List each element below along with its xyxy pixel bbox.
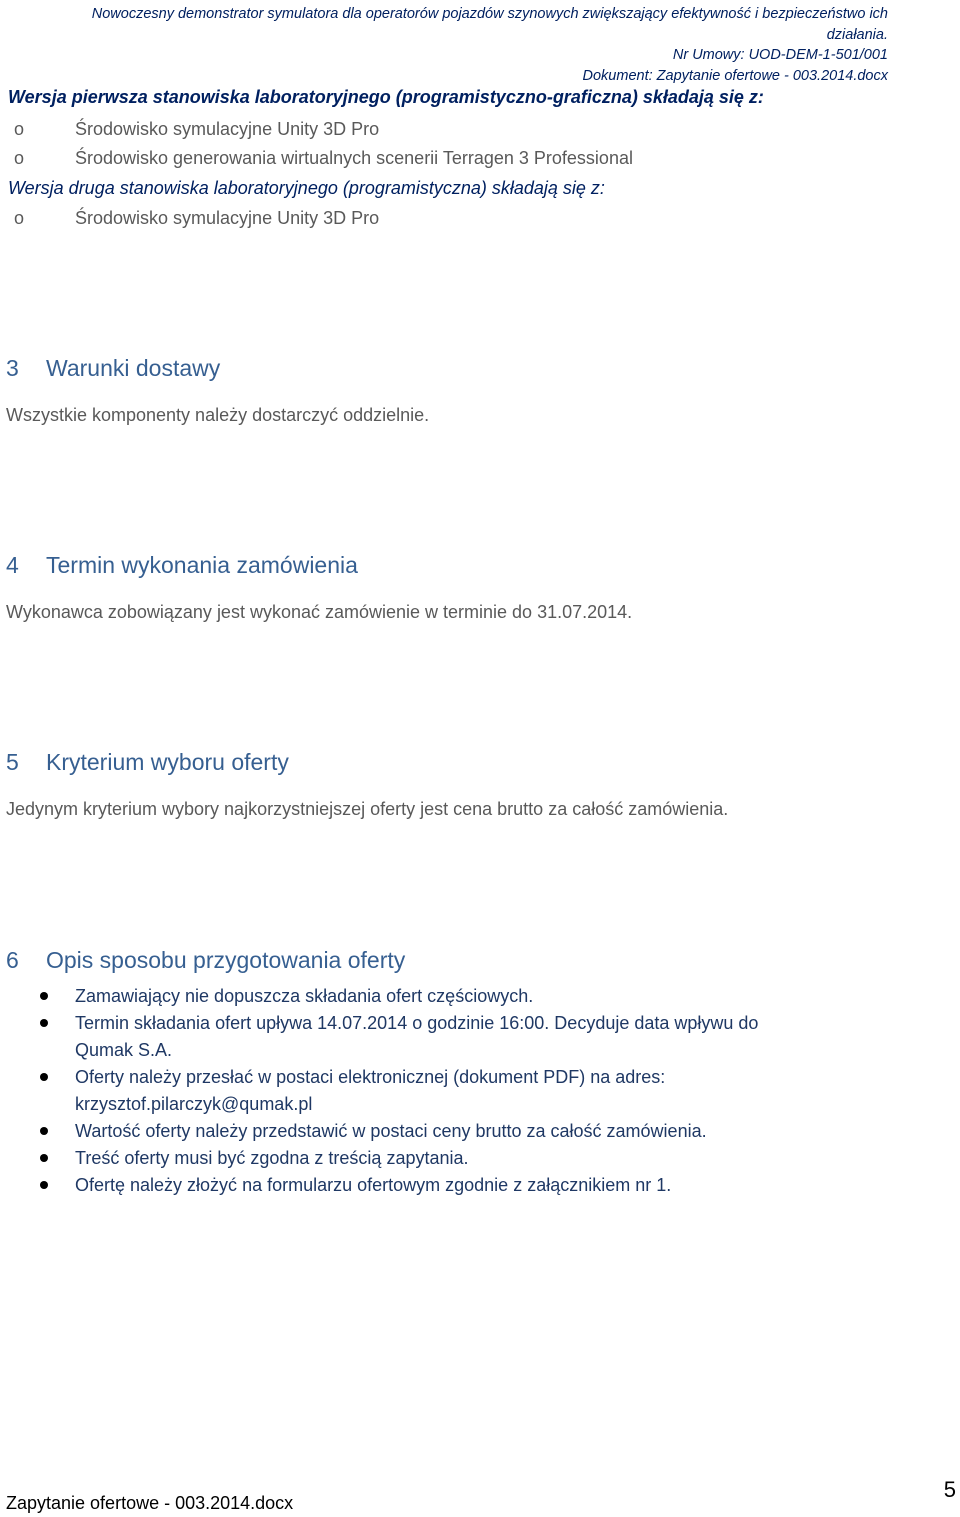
section-3-text: Wszystkie komponenty należy dostarczyć oddzielnie. bbox=[6, 405, 430, 425]
bullet-marker: o bbox=[14, 148, 25, 168]
list-item: Treść oferty musi być zgodna z treścią zapytania. bbox=[75, 1148, 469, 1168]
list-item: Zamawiający nie dopuszcza składania ofert częściowych. bbox=[75, 986, 534, 1006]
section-5-text: Jedynym kryterium wybory najkorzystniejszej oferty jest cena brutto za całość zamówienia. bbox=[6, 799, 729, 819]
section-title: Termin wykonania zamówienia bbox=[46, 552, 358, 578]
section-heading-5 bbox=[6, 747, 289, 777]
list-item: Wartość oferty należy przedstawić w postaci ceny brutto za całość zamówienia. bbox=[75, 1121, 707, 1141]
section-number: 4 bbox=[6, 552, 19, 578]
bullet-disc bbox=[40, 1181, 48, 1189]
header-contract-number: Nr Umowy: UOD-DEM-1-501/001 bbox=[672, 47, 888, 63]
bullet-disc bbox=[40, 1154, 48, 1162]
section-heading-4 bbox=[6, 550, 358, 580]
section-heading-3 bbox=[6, 353, 220, 383]
bullet-marker: o bbox=[14, 119, 25, 139]
bullet-disc bbox=[40, 1127, 48, 1135]
footer-document-name: Zapytanie ofertowe - 003.2014.docx bbox=[6, 1493, 294, 1513]
version2-heading: Wersja druga stanowiska laboratoryjnego (programistyczna) składają się z: bbox=[8, 178, 605, 198]
section-number: 6 bbox=[6, 947, 19, 973]
version2-item: Środowisko symulacyjne Unity 3D Pro bbox=[75, 208, 380, 228]
bullet-marker: o bbox=[14, 208, 25, 228]
section-title: Warunki dostawy bbox=[46, 355, 221, 381]
section-heading-6 bbox=[6, 945, 405, 975]
bullet-disc bbox=[40, 992, 48, 1000]
section-number: 5 bbox=[6, 749, 19, 775]
section-title: Opis sposobu przygotowania oferty bbox=[46, 947, 406, 973]
section-4-text: Wykonawca zobowiązany jest wykonać zamówienie w terminie do 31.07.2014. bbox=[6, 602, 633, 622]
page-header bbox=[8, 4, 888, 86]
page-number: 5 bbox=[943, 1477, 956, 1502]
header-project-title-cont: działania. bbox=[826, 26, 888, 43]
header-project-title: Nowoczesny demonstrator symulatora dla operatorów pojazdów szynowych zwiększający efektywność i bezpieczeństwo ich bbox=[91, 6, 888, 22]
list-item: Ofertę należy złożyć na formularzu ofertowym zgodnie z załącznikiem nr 1. bbox=[75, 1175, 672, 1195]
header-document-name: Dokument: Zapytanie ofertowe - 003.2014.docx bbox=[582, 67, 888, 84]
bullet-disc bbox=[40, 1073, 48, 1081]
list-item-cont: krzysztof.pilarczyk@qumak.pl bbox=[75, 1094, 313, 1114]
list-item-cont: Qumak S.A. bbox=[75, 1040, 173, 1060]
version1-item: Środowisko generowania wirtualnych scenerii Terragen 3 Professional bbox=[75, 148, 633, 168]
version1-item: Środowisko symulacyjne Unity 3D Pro bbox=[75, 119, 380, 139]
list-item: Oferty należy przesłać w postaci elektronicznej (dokument PDF) na adres: bbox=[75, 1067, 666, 1087]
list-item: Termin składania ofert upływa 14.07.2014 o godzinie 16:00. Decyduje data wpływu do bbox=[75, 1013, 759, 1033]
section-number: 3 bbox=[6, 355, 19, 381]
bullet-disc bbox=[40, 1019, 48, 1027]
version1-heading: Wersja pierwsza stanowiska laboratoryjnego (programistyczno-graficzna) składają się z: bbox=[8, 87, 764, 107]
section-title: Kryterium wyboru oferty bbox=[46, 749, 289, 775]
